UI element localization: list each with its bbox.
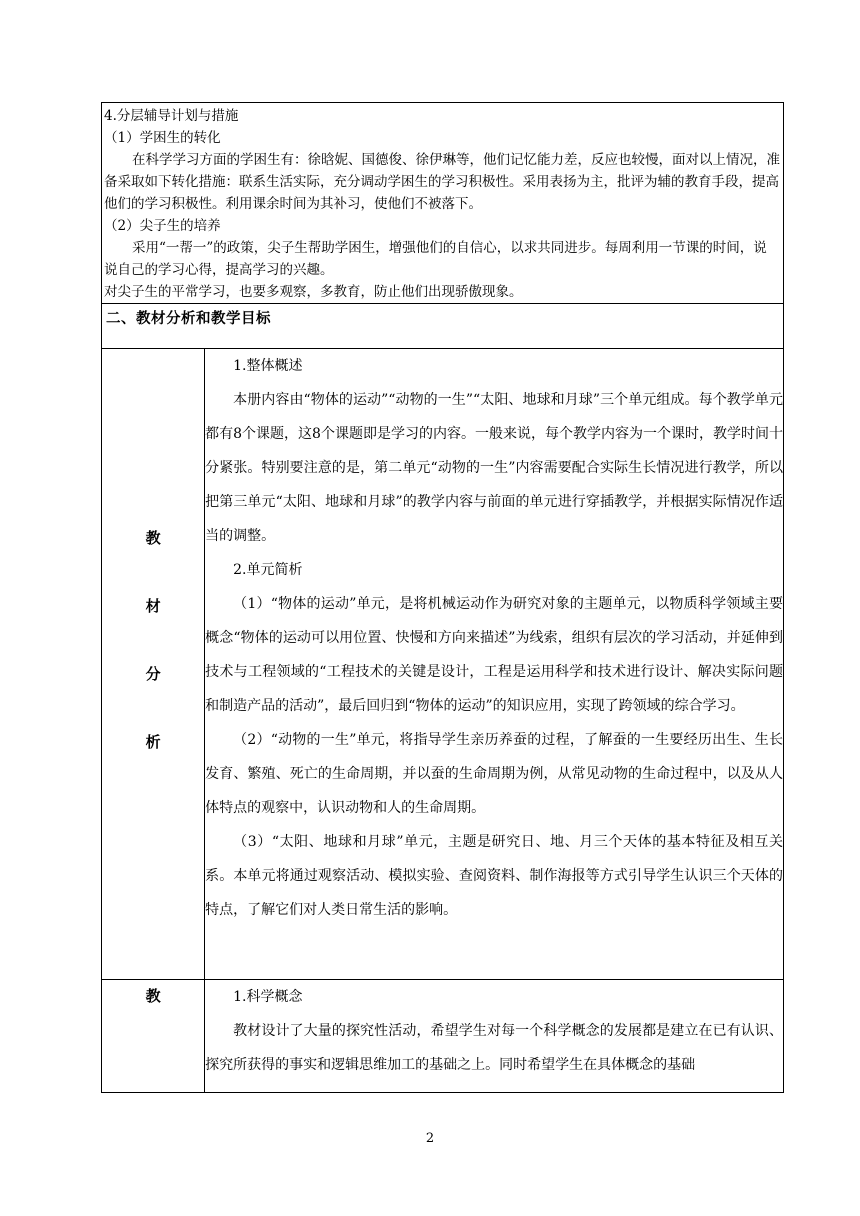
section2-heading-row (102, 304, 784, 349)
unit1-analysis: （1）“物体的运动”单元，是将机械运动作为研究对象的主题单元，以物质科学领域主要概念“物体的运动可以用位置、快慢和方向来描述”为线索，组织有层次的学习活动，并延伸到技术与工程领域的“工程技术的关键是设计，工程是运用科学和技术进行设计、解决实际问题和制造产品的活动”，最后回归到“物体的运动”的知识应用，实现了跨领域的综合学习。 (205, 596, 783, 714)
page-number: 2 (425, 1131, 435, 1146)
plan-table (101, 102, 784, 1093)
section4-sub2-extra: 对尖子生的平常学习，也要多观察，多教育，防止他们出现骄傲现象。 (104, 284, 523, 300)
section4-cell (102, 103, 784, 304)
science-concept-heading: 1.科学概念 (233, 989, 303, 1005)
label-char: 析 (145, 733, 161, 751)
label-char: 分 (145, 665, 161, 683)
label-char: 教 (145, 987, 161, 1005)
teaching-goals-label-cell (102, 980, 205, 1093)
unit-analysis-heading: 2.单元简析 (233, 562, 303, 578)
textbook-analysis-label-cell (102, 349, 205, 980)
label-char: 材 (145, 597, 161, 615)
textbook-analysis-content (205, 349, 784, 980)
section4-sub2-title: （2）尖子生的培养 (104, 218, 221, 234)
section2-heading-cell (102, 304, 784, 349)
section4-sub1-title: （1）学困生的转化 (104, 130, 221, 146)
overview-body: 本册内容由“物体的运动”“动物的一生”“太阳、地球和月球”三个单元组成。每个教学单元都有8个课题，这8个课题即是学习的内容。一般来说，每个教学内容为一个课时，教学时间十分紧张。特别要注意的是，第二单元“动物的一生”内容需要配合实际生长情况进行教学，所以把第三单元“太阳、地球和月球”的教学内容与前面的单元进行穿插教学，并根据实际情况作适当的调整。 (205, 392, 783, 544)
section2-heading: 二、教材分析和教学目标 (106, 311, 271, 327)
unit3-analysis: （3）“太阳、地球和月球”单元，主题是研究日、地、月三个天体的基本特征及相互关系。本单元将通过观察活动、模拟实验、查阅资料、制作海报等方式引导学生认识三个天体的特点，了解它们对人类日常生活的影响。 (205, 834, 783, 918)
teaching-goals-row (102, 980, 784, 1093)
science-concept-body: 教材设计了大量的探究性活动，希望学生对每一个科学概念的发展都是建立在已有认识、探究所获得的事实和逻辑思维加工的基础之上。同时希望学生在具体概念的基础 (205, 1023, 783, 1073)
label-char: 教 (145, 529, 161, 547)
textbook-analysis-row (102, 349, 784, 980)
section4-sub1-body: 在科学学习方面的学困生有：徐晗妮、国德俊、徐伊琳等，他们记忆能力差，反应也较慢，面对以上情况，准备采取如下转化措施：联系生活实际，充分调动学困生的学习积极性。采用表扬为主，批评为辅的教育手段，提高他们的学习积极性。利用课余时间为其补习，使他们不被落下。 (104, 152, 780, 212)
section4-sub2-body: 采用“一帮一”的政策，尖子生帮助学困生，增强他们的自信心，以求共同进步。每周利用一节课的时间，说说自己的学习心得，提高学习的兴趣。 (104, 240, 767, 278)
section4-title: 4.分层辅导计划与措施 (104, 108, 239, 124)
teaching-goals-content (205, 980, 784, 1093)
section4-row (102, 103, 784, 304)
textbook-analysis-label (102, 528, 204, 800)
teaching-goals-label (102, 980, 204, 1054)
overview-heading: 1.整体概述 (233, 358, 303, 374)
unit2-analysis: （2）“动物的一生”单元，将指导学生亲历养蚕的过程，了解蚕的一生要经历出生、生长发育、繁殖、死亡的生命周期，并以蚕的生命周期为例，从常见动物的生命过程中，以及从人体特点的观察中，认识动物和人的生命周期。 (205, 732, 783, 816)
